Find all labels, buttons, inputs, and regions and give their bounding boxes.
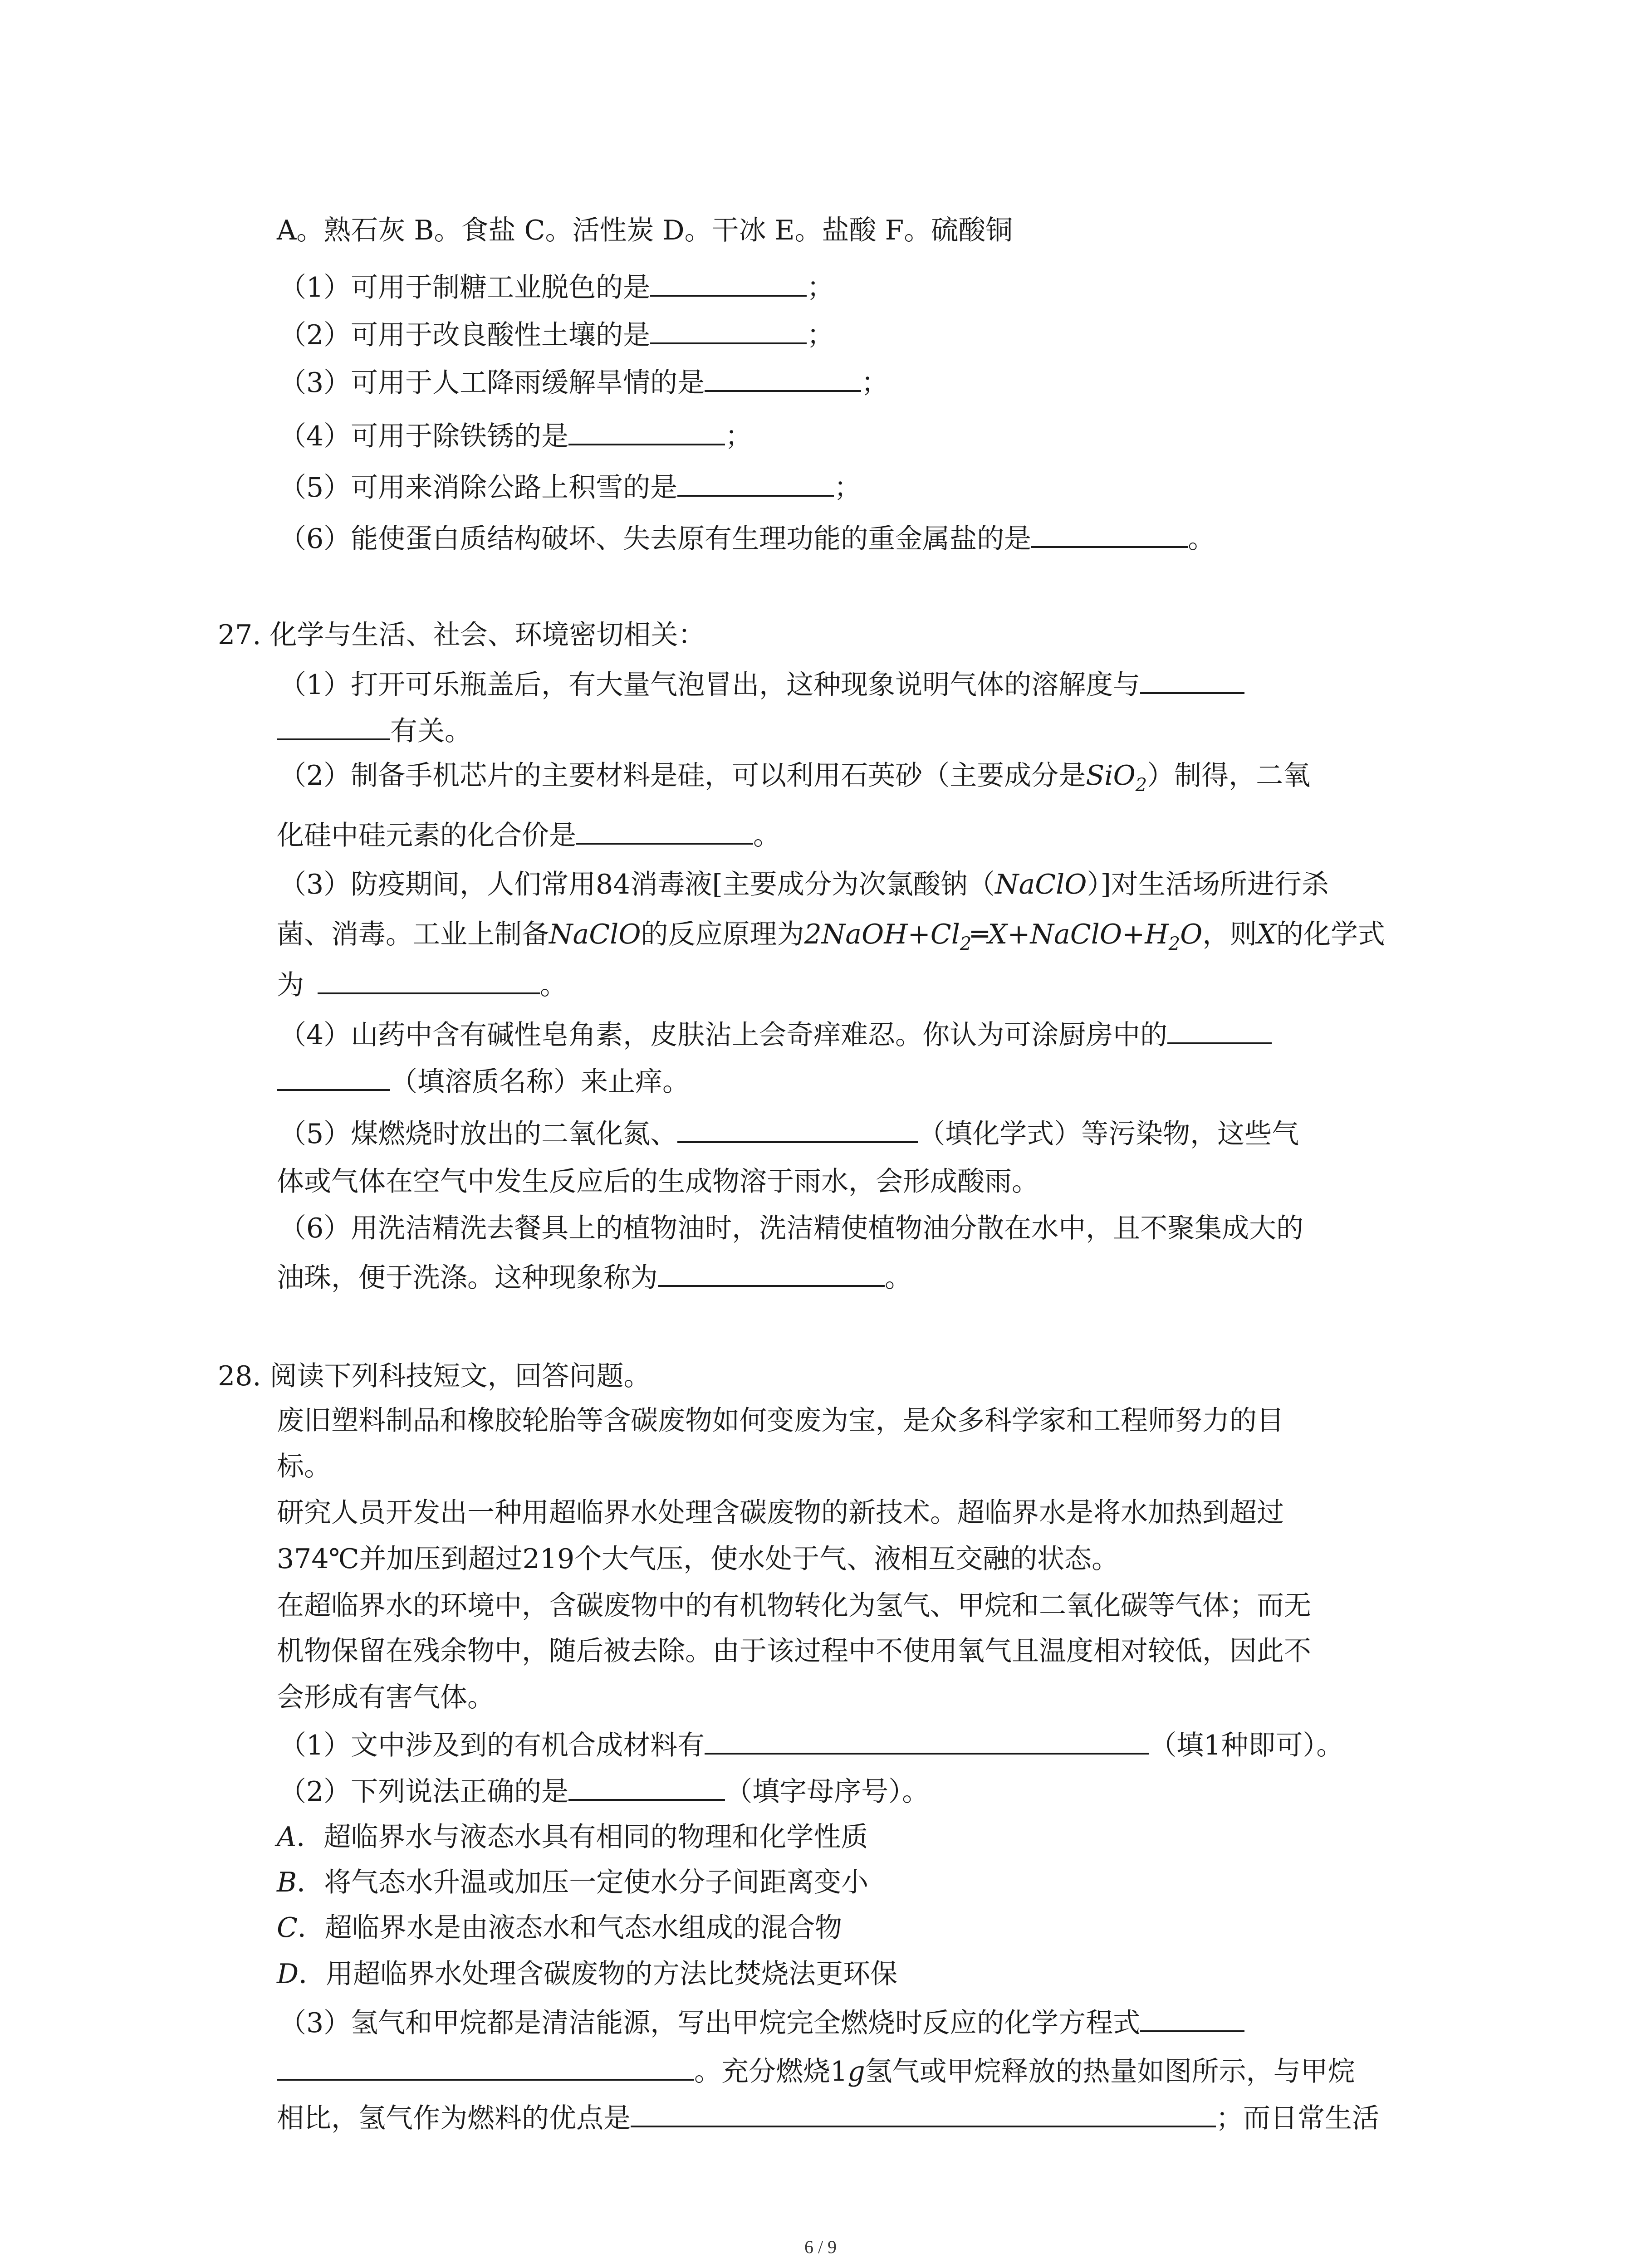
choice-text: ．用超临界水处理含碳废物的方法比焚烧法更环保 [299,1958,898,1990]
q26-item-3 [279,364,888,400]
q27-part-4-line-1 [279,1016,1272,1052]
q26-item-3-end: ； [861,367,889,399]
q27-p3-text: （3）防疫期间，人们常用84消毒液[主要成分为次氯酸钠（ [279,869,995,900]
equation-part-2: ═X+NaClO+H [971,919,1169,950]
q27-p5-text-c: 体或气体在空气中发生反应后的生成物溶于雨水，会形成酸雨。 [277,1166,1039,1198]
formula-subscript: 2 [1168,934,1181,954]
q28-para-text: 会形成有害气体。 [277,1681,495,1713]
formula-subscript: 2 [960,934,972,954]
q27-p4-text: （4）山药中含有碱性皂角素，皮肤沾上会奇痒难忍。你认为可涂厨房中的 [279,1019,1168,1051]
q26-item-6-end: 。 [1188,523,1215,555]
q26-item-6-text: （6）能使蛋白质结构破坏、失去原有生理功能的重金属盐的是 [279,523,1032,555]
choice-d [277,1956,897,1992]
q27-p2-end: 。 [753,820,780,851]
q28-s3-text-d: 相比，氢气作为燃料的优点是 [277,2102,631,2134]
q28-para-text: 374℃并加压到超过219个大气压，使水处于气、液相互交融的状态。 [277,1543,1119,1575]
answer-blank[interactable] [318,966,540,994]
q28-para-1-line-1 [277,1403,1284,1439]
q27-part-6-line-2 [277,1259,912,1295]
answer-blank[interactable] [277,712,390,740]
q27-p1-end: 有关。 [390,715,472,747]
answer-blank[interactable] [1140,666,1244,694]
q28-sub-3-line-2 [277,2053,1355,2089]
q28-s3-text: （3）氢气和甲烷都是清洁能源，写出甲烷完全燃烧时反应的化学方程式 [279,2007,1141,2039]
q28-stem [218,1358,651,1394]
choice-letter: D [277,1958,299,1990]
q28-para-text: 废旧塑料制品和橡胶轮胎等含碳废物如何变废为宝，是众多科学家和工程师努力的目 [277,1405,1284,1437]
q27-stem-text: 27. 化学与生活、社会、环境密切相关： [218,619,705,651]
q26-item-3-text: （3）可用于人工降雨缓解旱情的是 [279,367,705,399]
q28-para-text: 机物保留在残余物中，随后被去除。由于该过程中不使用氧气且温度相对较低，因此不 [277,1635,1311,1667]
q26-item-4 [279,417,752,454]
answer-blank[interactable] [677,469,834,497]
q28-s3-text-c: 氢气或甲烷释放的热量如图所示，与甲烷 [865,2056,1355,2087]
answer-blank[interactable] [568,1773,725,1801]
equation-part-3: O [1180,919,1203,950]
q28-s3-text-b: 。充分燃烧1 [694,2056,848,2087]
answer-blank[interactable] [1031,520,1188,548]
q26-item-1-text: （1）可用于制糖工业脱色的是 [279,272,651,303]
q28-s3-text-e: ；而日常生活 [1216,2102,1379,2134]
choice-letter: B [277,1867,297,1898]
q27-p3-end: 。 [540,969,567,1001]
q27-p1-text: （1）打开可乐瓶盖后，有大量气泡冒出，这种现象说明气体的溶解度与 [279,669,1141,701]
q26-item-5-end: ； [834,472,862,503]
q27-p6-end: 。 [885,1262,912,1294]
q26-item-5 [279,469,861,505]
formula-x: X [1257,919,1277,950]
q27-p3-text-g: 的化学式 [1276,919,1386,950]
q26-item-1-end: ； [807,272,834,303]
answer-blank[interactable] [576,816,753,845]
formula-naclo: NaClO [994,869,1087,900]
q27-stem [218,617,705,653]
q27-p2-text-b: ）制得，二氧 [1147,760,1311,792]
q27-part-5-line-2 [277,1163,1039,1200]
answer-blank[interactable] [1167,1016,1272,1044]
choice-letter: C [277,1912,298,1944]
q27-p3-text-d: 的反应原理为 [641,919,804,950]
q28-sub-1 [279,1726,1343,1763]
answer-blank[interactable] [568,417,725,445]
answer-blank[interactable] [277,1063,390,1091]
choice-text: ．超临界水是由液态水和气态水组成的混合物 [297,1912,842,1944]
q27-p3-text-h: 为 [277,969,304,1001]
q27-part-3-line-3 [277,966,567,1002]
q26-options-text: A。熟石灰 B。食盐 C。活性炭 D。干冰 E。盐酸 F。硫酸铜 [277,215,1013,246]
q27-p2-text: （2）制备手机芯片的主要材料是硅，可以利用石英砂（主要成分是 [279,760,1086,792]
q27-part-5-line-1 [279,1115,1299,1151]
q28-sub-3-line-1 [279,2004,1244,2040]
q27-part-1-line-2 [277,712,472,748]
answer-blank[interactable] [705,364,861,392]
q27-part-2-line-1 [279,758,1310,794]
answer-blank[interactable] [650,316,807,344]
q28-s2-end: （填字母序号）。 [725,1776,930,1808]
q26-item-4-text: （4）可用于除铁锈的是 [279,420,569,452]
q27-p6-text-b: 油珠，便于洗涤。这种现象称为 [277,1262,658,1294]
q28-para-2-line-2 [277,1541,1119,1577]
answer-blank[interactable] [658,1259,885,1287]
answer-blank[interactable] [650,269,807,297]
q27-p3-text-c: 菌、消毒。工业上制备 [277,919,549,950]
answer-blank[interactable] [705,1726,1149,1755]
answer-blank[interactable] [1140,2004,1244,2032]
q26-item-6 [279,520,1215,556]
q27-part-3-line-1 [279,866,1329,903]
q28-para-3-line-3 [277,1679,495,1716]
q27-p6-text: （6）用洗洁精洗去餐具上的植物油时，洗洁精使植物油分散在水中，且不聚集成大的 [279,1212,1304,1244]
answer-blank[interactable] [277,2053,694,2081]
choice-letter: A [277,1821,297,1853]
q27-part-2-line-2 [277,816,780,853]
q28-para-text: 研究人员开发出一种用超临界水处理含碳废物的新技术。超临界水是将水加热到超过 [277,1497,1284,1529]
q26-item-5-text: （5）可用来消除公路上积雪的是 [279,472,678,503]
q26-item-2 [279,316,834,352]
q27-part-4-line-2 [277,1063,690,1099]
q27-p2-text-c: 化硅中硅元素的化合价是 [277,820,576,851]
choice-a [277,1819,868,1855]
q28-para-3-line-1 [277,1588,1311,1624]
q28-sub-3-line-3 [277,2099,1379,2136]
choice-b [277,1864,868,1901]
q28-para-2-line-1 [277,1495,1284,1531]
q27-p5-text-b: （填化学式）等污染物，这些气 [918,1118,1299,1150]
q26-item-4-end: ； [725,420,753,452]
choice-text: ．将气态水升温或加压一定使水分子间距离变小 [297,1867,869,1898]
q28-sub-2 [279,1773,929,1809]
q27-p4-end: （填溶质名称）来止痒。 [390,1066,690,1098]
q28-para-text: 标。 [277,1451,331,1482]
q27-part-3-line-2 [277,916,1385,953]
answer-blank[interactable] [631,2099,1216,2127]
q28-para-3-line-2 [277,1633,1311,1669]
q27-p3-text-b: ）]对生活场所进行杀 [1087,869,1329,900]
answer-blank[interactable] [677,1115,918,1143]
q28-s1-text: （1）文中涉及到的有机合成材料有 [279,1730,705,1761]
equation-part-1: 2NaOH+Cl [804,919,960,950]
q26-item-2-end: ； [807,319,834,351]
formula-naclo: NaClO [549,919,641,950]
q28-para-1-line-2 [277,1448,331,1485]
q28-stem-text: 28. 阅读下列科技短文，回答问题。 [218,1360,651,1392]
q27-p3-text-e: ，则 [1202,919,1257,950]
unit-gram: g [847,2056,865,2087]
q26-item-1 [279,269,834,305]
q28-s2-text: （2）下列说法正确的是 [279,1776,569,1808]
q27-p5-text: （5）煤燃烧时放出的二氧化氮、 [279,1118,678,1150]
formula-subscript: 2 [1135,775,1147,796]
q26-options [277,212,1013,249]
q28-s1-end: （填1种即可）。 [1149,1730,1344,1761]
q27-part-6-line-1 [279,1210,1303,1246]
choice-text: ．超临界水与液态水具有相同的物理和化学性质 [296,1821,868,1853]
q26-item-2-text: （2）可用于改良酸性土壤的是 [279,319,651,351]
choice-c [277,1910,842,1946]
q28-para-text: 在超临界水的环境中，含碳废物中的有机物转化为氢气、甲烷和二氧化碳等气体；而无 [277,1590,1311,1622]
page-number: 6 / 9 [804,2237,837,2257]
q27-part-1-line-1 [279,666,1244,702]
formula-sio2: SiO [1086,760,1136,792]
